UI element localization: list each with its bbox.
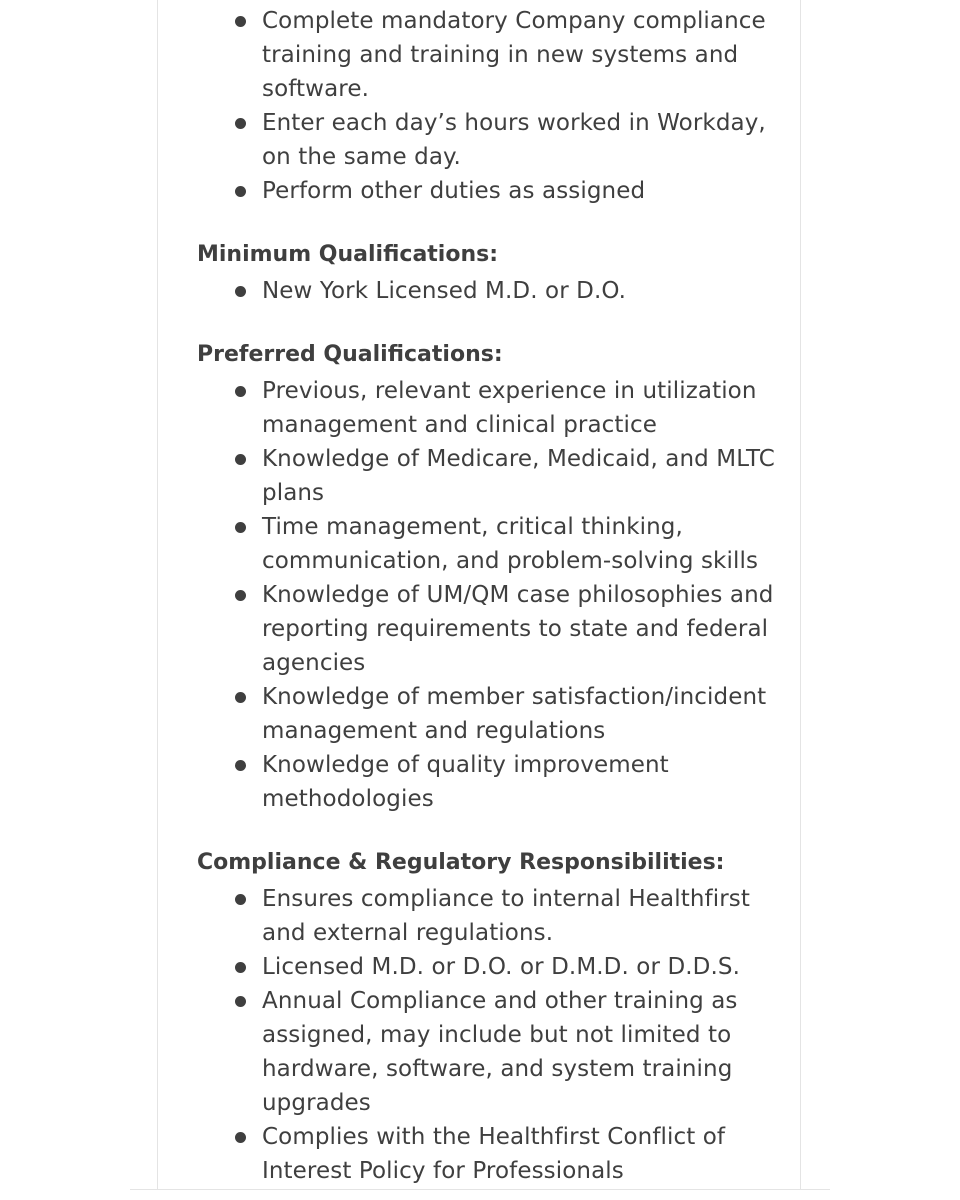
list-item [197,174,777,208]
bullet-icon [235,118,246,129]
list-item-text: Knowledge of Medicare, Medicaid, and MLTC plans [262,446,775,506]
minimum-qualifications-heading: Minimum Qualifications: [197,242,499,267]
list-item [197,1120,777,1188]
list-item [197,106,777,174]
list-item-text: Previous, relevant experience in utilization management and clinical practice [262,378,757,438]
job-description-content [197,4,777,1188]
bullet-icon [235,186,246,197]
bullet-icon [235,522,246,533]
bullet-icon [235,286,246,297]
list-item-text: New York Licensed M.D. or D.O. [262,278,627,304]
list-item [197,680,777,748]
duties-list [197,4,777,208]
list-item-text: Ensures compliance to internal Healthfirst and external regulations. [262,886,750,946]
list-item-text: Knowledge of quality improvement methodologies [262,752,669,812]
list-item [197,984,777,1120]
bullet-icon [235,996,246,1007]
list-item-text: Annual Compliance and other training as assigned, may include but not limited to hardware, software, and system training upgrades [262,988,738,1116]
bullet-icon [235,386,246,397]
preferred-qualifications-list [197,374,777,816]
bullet-icon [235,16,246,27]
preferred-qualifications-heading: Preferred Qualifications: [197,342,503,367]
compliance-section [197,848,777,1188]
bullet-icon [235,962,246,973]
list-item-text: Knowledge of member satisfaction/incident management and regulations [262,684,767,744]
minimum-qualifications-section [197,240,777,308]
bullet-icon [235,760,246,771]
list-item [197,578,777,680]
list-item [197,950,777,984]
bullet-icon [235,894,246,905]
list-item-text: Complete mandatory Company compliance training and training in new systems and software. [262,8,766,102]
list-item-text: Enter each day’s hours worked in Workday, on the same day. [262,110,766,170]
list-item [197,442,777,510]
list-item [197,748,777,816]
list-item [197,510,777,578]
list-item-text: Perform other duties as assigned [262,178,646,204]
list-item [197,882,777,950]
bullet-icon [235,1132,246,1143]
bottom-divider [130,1189,830,1190]
list-item [197,4,777,106]
list-item-text: Complies with the Healthfirst Conflict of Interest Policy for Professionals [262,1124,726,1184]
bullet-icon [235,692,246,703]
bullet-icon [235,590,246,601]
list-item-text: Knowledge of UM/QM case philosophies and reporting requirements to state and federal agencies [262,582,774,676]
list-item [197,374,777,442]
minimum-qualifications-list [197,274,777,308]
compliance-heading: Compliance & Regulatory Responsibilities: [197,850,725,875]
list-item [197,274,777,308]
compliance-list [197,882,777,1188]
list-item-text: Licensed M.D. or D.O. or D.M.D. or D.D.S. [262,954,741,980]
preferred-qualifications-section [197,340,777,816]
bullet-icon [235,454,246,465]
list-item-text: Time management, critical thinking, communication, and problem-solving skills [262,514,759,574]
